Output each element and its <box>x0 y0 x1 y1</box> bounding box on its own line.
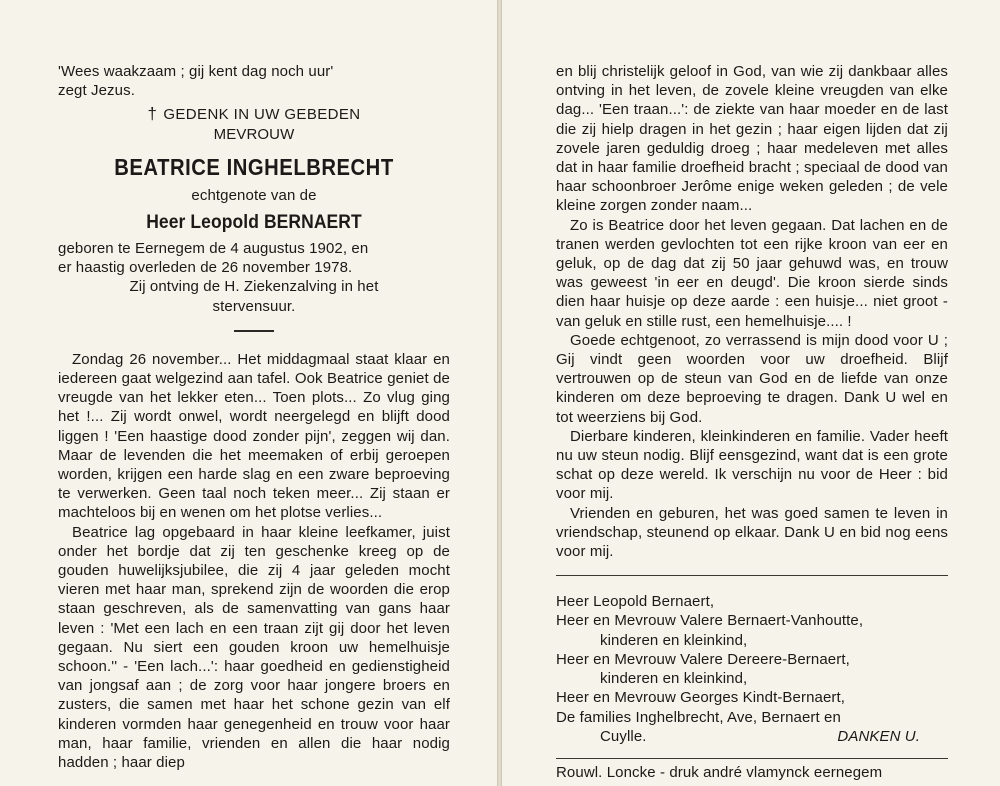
gedenk-heading <box>58 104 450 124</box>
section-rule <box>556 575 948 576</box>
thanks-text: DANKEN U. <box>837 727 920 745</box>
birth-line-1: geboren te Eernegem de 4 augustus 1902, en <box>58 240 369 258</box>
family-line: Heer en Mevrouw Georges Kindt-Bernaert, <box>556 689 846 707</box>
right-paragraph-3: Goede echtgenoot, zo verrassend is mijn dood voor U ; Gij vindt geen woorden voor uw droefheid. Blijf vertrouwen op de steun van God en de liefde van onze kinderen om deze beproeving te dragen. Dank U wel en tot weerziens bij God. <box>556 331 948 426</box>
quote-line-2: zegt Jezus. <box>58 82 135 100</box>
right-paragraph-1: en blij christelijk geloof in God, van wie zij dankbaar alles ontving in het leven, de zovele kleine vreugden van elke dag... 'Een traan...': de ziekte van haar moeder en de last die zij hielp dragen in het gezin ; haar eigen lijden dat zij zovele jaren geduldig droeg ; haar medeleven met alles dat in haar familie droefheid bracht ; speciaal de dood van haar schoonbroer Jerôme enige weken geleden ; de vele kleine zorgen zonder naam... <box>556 63 948 215</box>
family-line: kinderen en kleinkind, <box>600 631 748 649</box>
sacrament-line-1: Zij ontving de H. Ziekenzalving in het <box>129 278 379 296</box>
family-last-line <box>556 727 948 746</box>
quote-line-1: 'Wees waakzaam ; gij kent dag noch uur' <box>58 63 334 80</box>
divider-line <box>234 330 274 332</box>
left-column <box>58 62 450 772</box>
right-page <box>502 0 1000 786</box>
sacrament-line-2: stervensuur. <box>212 297 296 315</box>
family-line: Heer en Mevrouw Valere Dereere-Bernaert, <box>556 650 850 668</box>
right-paragraph-5: Vrienden en geburen, het was goed samen te leven in vriendschap, steunend op elkaar. Dank U en bid nog eens voor mij. <box>556 504 948 561</box>
left-paragraph-2: Beatrice lag opgebaard in haar kleine leefkamer, juist onder het bordje dat zij ten geschenke kreeg op de gouden huwelijksjubilee, die zij 4 jaar geleden mocht vieren met haar man, sprekend zijn de woorden die erop staan geschreven, als de samenvatting van gans haar leven : 'Met een lach en een traan zijt gij door het leven gegaan. Nu siert een gouden kroon uw hemelhuisje schoon.'' - 'Een lach...': haar goedheid en gedienstigheid van jongsaf aan ; de zorg voor haar jongere broers en zusters, die samen met haar het schone gezin van elf kinderen vormden haar genegenheid en trouw voor haar man, haar familie, vrienden en allen die haar nodig hadden ; haar diep <box>58 523 450 772</box>
right-column <box>556 62 948 782</box>
family-line: Cuylle. <box>600 727 647 745</box>
right-paragraph-2: Zo is Beatrice door het leven gegaan. Dat lachen en de tranen werden gevlochten tot een rijke kroon van eer en geluk, op de dag dat zij 50 jaar gehuwd was, en trouw was geweest 'in eer en deugd'. Die kroon sierde sinds dien haar huisje op deze aarde : een huisje... niet groot - van geluk en stille rust, een hemelhuisje.... ! <box>556 216 948 330</box>
deceased-name: BEATRICE INGHELBRECHT <box>114 153 394 180</box>
family-line: Heer Leopold Bernaert, <box>556 593 715 611</box>
right-paragraph-4: Dierbare kinderen, kleinkinderen en familie. Vader heeft nu uw steun nodig. Blijf eensgezind, want dat is een grote schat op deze wereld. Ik verschijn nu voor de Heer : bid voor mij. <box>556 427 948 503</box>
family-line: De families Inghelbrecht, Ave, Bernaert en <box>556 708 841 726</box>
family-line: kinderen en kleinkind, <box>600 670 748 688</box>
husband-name: Heer Leopold BERNAERT <box>146 212 362 234</box>
family-list <box>556 592 948 746</box>
cross-icon: † <box>147 104 158 124</box>
left-page <box>0 0 497 786</box>
printer-credit: Rouwl. Loncke - druk andré vlamynck eernegem <box>556 758 948 782</box>
mevrouw-label: MEVROUW <box>213 125 295 143</box>
family-line: Heer en Mevrouw Valere Bernaert-Vanhoutte, <box>556 612 864 630</box>
birth-line-2: er haastig overleden de 26 november 1978. <box>58 259 353 277</box>
spouse-intro: echtgenote van de <box>191 186 317 204</box>
gedenk-text: GEDENK IN UW GEBEDEN <box>163 106 361 124</box>
left-paragraph-1: Zondag 26 november... Het middagmaal staat klaar en iedereen gaat welgezind aan tafel. Ook Beatrice geniet de vreugde van het lekker eten... Toen plots... Zo vlug ging het !... Zij wordt onwel, wordt neergelegd en blijft dood liggen ! 'Een haastige dood zonder pijn', zeggen wij dan. Maar de levenden die het meemaken of erbij geroepen worden, krijgen een harde slag en een zware beproeving te verwerken. Geen taal noch teken meer... Zij staan er machteloos bij en wenen om het plotse verlies... <box>58 350 450 522</box>
